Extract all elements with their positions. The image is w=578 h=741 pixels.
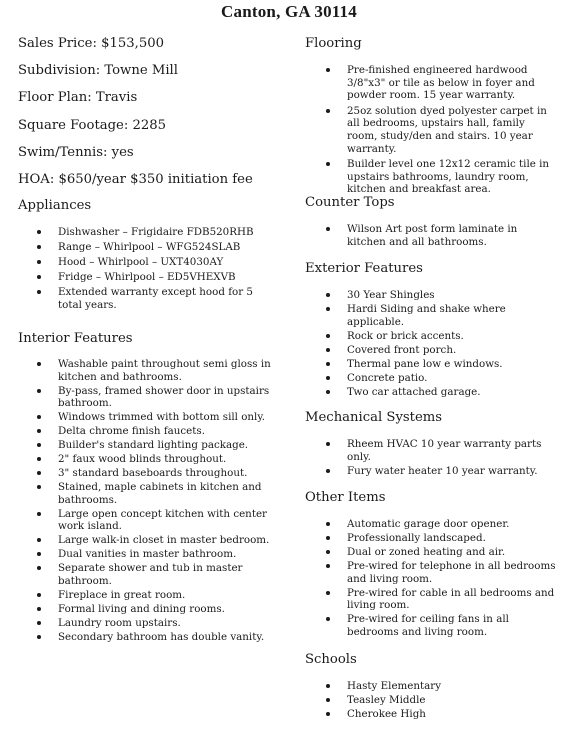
- counter-tops-heading: Counter Tops: [305, 195, 395, 210]
- list-item: Dishwasher – Frigidaire FDB520RHB: [58, 226, 273, 239]
- mechanical-systems-heading: Mechanical Systems: [305, 410, 443, 425]
- list-item: Rock or brick accents.: [347, 330, 522, 343]
- list-item: Fireplace in great room.: [58, 589, 280, 602]
- list-item: Pre-finished engineered hardwood 3/8"x3" or tile as below in foyer and powder room. 15 year warranty.: [347, 64, 557, 102]
- appliances-list: [58, 226, 273, 312]
- flooring-heading: Flooring: [305, 36, 362, 51]
- list-item: Pre-wired for telephone in all bedrooms and living room.: [347, 559, 556, 585]
- list-item: Wilson Art post form laminate in kitchen and all bathrooms.: [347, 223, 547, 248]
- list-item: Dual vanities in master bathroom.: [58, 548, 280, 561]
- interior-features-heading: Interior Features: [18, 331, 133, 346]
- list-item: 25oz solution dyed polyester carpet in all bedrooms, upstairs hall, family room, study/den and stairs. 10 year warranty.: [347, 105, 557, 155]
- flooring-list: [347, 64, 557, 196]
- list-item: Covered front porch.: [347, 344, 522, 357]
- exterior-features-list: [347, 289, 522, 398]
- list-item: Hardi Siding and shake where applicable.: [347, 303, 522, 328]
- list-item: Hood – Whirlpool – UXT4030AY: [58, 256, 273, 269]
- list-item: 3" standard baseboards throughout.: [58, 467, 280, 480]
- other-items-heading: Other Items: [305, 490, 386, 505]
- list-item: Professionally landscaped.: [347, 532, 557, 545]
- list-item: Automatic garage door opener.: [347, 518, 557, 531]
- appliances-heading: Appliances: [18, 198, 92, 213]
- list-item: Teasley Middle: [347, 694, 527, 707]
- list-item: Builder level one 12x12 ceramic tile in upstairs bathrooms, laundry room, kitchen and breakfast area.: [347, 158, 557, 196]
- list-item: Builder's standard lighting package.: [58, 439, 280, 452]
- list-item: Fury water heater 10 year warranty.: [347, 465, 542, 478]
- square-footage: Square Footage: 2285: [18, 118, 167, 133]
- list-item: Secondary bathroom has double vanity.: [58, 631, 280, 644]
- counter-tops-list: [347, 223, 547, 248]
- list-item: Rheem HVAC 10 year warranty parts only.: [347, 438, 542, 463]
- list-item: Fridge – Whirlpool – ED5VHEXVB: [58, 271, 273, 284]
- sales-price: Sales Price: $153,500: [18, 36, 165, 51]
- page-title: Canton, GA 30114: [221, 2, 357, 21]
- exterior-features-heading: Exterior Features: [305, 261, 423, 276]
- list-item: Cherokee High: [347, 708, 527, 721]
- list-item: Windows trimmed with bottom sill only.: [58, 411, 280, 424]
- mechanical-systems-list: [347, 438, 542, 477]
- list-item: Concrete patio.: [347, 372, 522, 385]
- subdivision: Subdivision: Towne Mill: [18, 63, 178, 78]
- list-item: Large walk-in closet in master bedroom.: [58, 534, 280, 547]
- list-item: Washable paint throughout semi gloss in kitchen and bathrooms.: [58, 358, 280, 383]
- list-item: Dual or zoned heating and air.: [347, 546, 557, 559]
- list-item: Stained, maple cabinets in kitchen and bathrooms.: [58, 481, 280, 506]
- schools-list: [347, 680, 527, 721]
- list-item: Two car attached garage.: [347, 386, 522, 399]
- list-item: Extended warranty except hood for 5 total years.: [58, 286, 258, 311]
- list-item: Laundry room upstairs.: [58, 617, 280, 630]
- list-item: Large open concept kitchen with center work island.: [58, 508, 280, 533]
- other-items-list: [347, 518, 557, 638]
- list-item: Hasty Elementary: [347, 680, 527, 693]
- schools-heading: Schools: [305, 652, 357, 667]
- list-item: Pre-wired for ceiling fans in all bedrooms and living room.: [347, 613, 557, 638]
- list-item: 2" faux wood blinds throughout.: [58, 453, 280, 466]
- interior-features-list: [58, 358, 280, 643]
- floor-plan: Floor Plan: Travis: [18, 90, 138, 105]
- list-item: Thermal pane low e windows.: [347, 358, 522, 371]
- list-item: Range – Whirlpool – WFG524SLAB: [58, 241, 273, 254]
- list-item: 30 Year Shingles: [347, 289, 522, 302]
- list-item: By-pass, framed shower door in upstairs bathroom.: [58, 385, 280, 410]
- list-item: Formal living and dining rooms.: [58, 603, 280, 616]
- list-item: Pre-wired for cable in all bedrooms and living room.: [347, 587, 557, 612]
- list-item: Delta chrome finish faucets.: [58, 425, 280, 438]
- list-item: Separate shower and tub in master bathroom.: [58, 562, 280, 587]
- hoa: HOA: $650/year $350 initiation fee: [18, 172, 253, 187]
- swim-tennis: Swim/Tennis: yes: [18, 145, 134, 160]
